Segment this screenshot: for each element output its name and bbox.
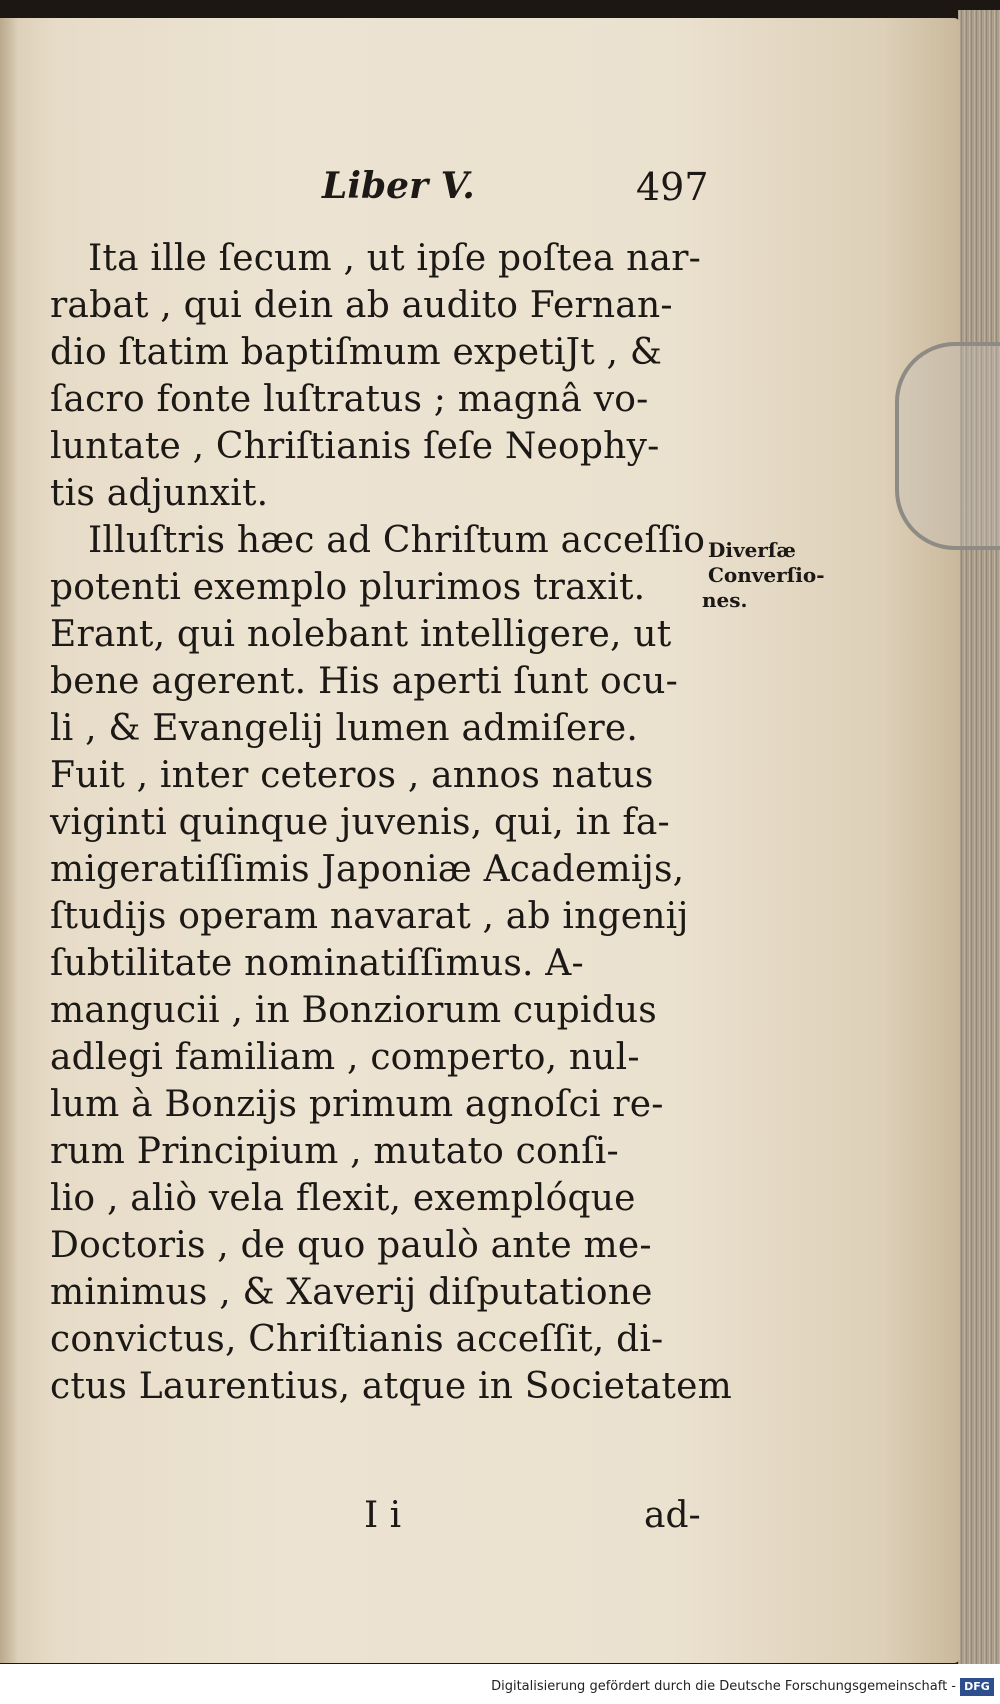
text-line: tis adjunxit.: [50, 473, 269, 514]
text-line: luntate , Chriſtianis ſeſe Neophy-: [50, 426, 660, 467]
page-gutter: [0, 18, 18, 1663]
text-line: lum à Bonzijs primum agnoſci re-: [50, 1084, 664, 1125]
marginal-note-line: Diverſæ: [708, 538, 796, 562]
text-line: li , & Evangelij lumen admiſere.: [50, 708, 639, 749]
marginal-note-line: Converſio-: [708, 563, 825, 587]
text-line: convictus, Chriſtianis acceſſit, di-: [50, 1319, 664, 1360]
text-line: ctus Laurentius, atque in Societatem: [50, 1366, 732, 1407]
digitization-credit: Digitalisierung gefördert durch die Deutsche Forschungsgemeinschaft -: [491, 1679, 956, 1694]
text-line: Erant, qui nolebant intelligere, ut: [50, 614, 672, 655]
text-line: mangucii , in Bonziorum cupidus: [50, 990, 657, 1031]
digitization-credit-bar: [0, 1664, 1000, 1704]
text-line: viginti quinque juvenis, qui, in fa-: [50, 802, 670, 843]
text-line: potenti exemplo plurimos traxit.: [50, 567, 646, 608]
marginal-note: [702, 538, 868, 613]
text-line: ſubtilitate nominatiſſimus. A-: [50, 943, 584, 984]
text-line: rabat , qui dein ab audito Fernan-: [50, 285, 673, 326]
text-line: lio , aliò vela flexit, exemplóque: [50, 1178, 636, 1219]
catchword: ad-: [644, 1495, 701, 1536]
text-line: dio ſtatim baptiſmum expetiJt , &: [50, 332, 663, 373]
page-header: [0, 165, 960, 225]
page-clip: [895, 342, 1000, 550]
body-text: [50, 235, 730, 1410]
text-line: ſtudijs operam navarat , ab ingenij: [50, 896, 689, 937]
text-line: ſacro fonte luſtratus ; magnâ vo-: [50, 379, 649, 420]
text-line: Ita ille ſecum , ut ipſe poſtea nar-: [88, 238, 701, 279]
page-fore-edge: [958, 10, 1000, 1670]
text-line: Illuſtris hæc ad Chriſtum acceſſio: [88, 520, 706, 561]
text-line: bene agerent. His aperti ſunt ocu-: [50, 661, 679, 702]
running-head: Liber V.: [322, 165, 475, 207]
text-line: adlegi familiam , comperto, nul-: [50, 1037, 640, 1078]
dfg-logo-icon: DFG: [960, 1678, 994, 1696]
page-number: 497: [636, 165, 709, 209]
text-line: Doctoris , de quo paulò ante me-: [50, 1225, 652, 1266]
marginal-note-line: nes.: [702, 588, 748, 612]
text-line: migeratiſſimis Japoniæ Academijs,: [50, 849, 685, 890]
page-footer: [0, 1495, 960, 1555]
text-line: Fuit , inter ceteros , annos natus: [50, 755, 654, 796]
signature-mark: I i: [364, 1495, 402, 1536]
text-line: minimus , & Xaverij diſputatione: [50, 1272, 653, 1313]
text-line: rum Principium , mutato conſi-: [50, 1131, 619, 1172]
